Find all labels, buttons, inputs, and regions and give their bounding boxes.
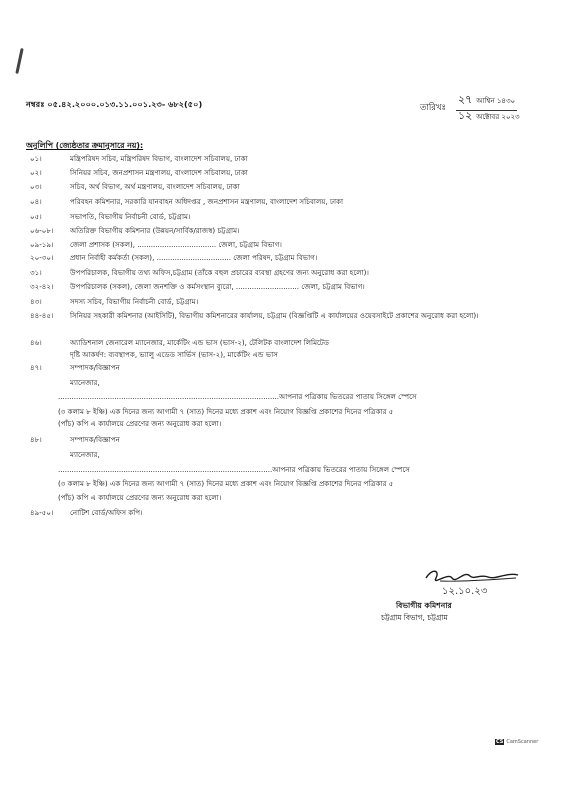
list-item-text: (পাঁচ) কপি এ কার্যালয়ে প্রেরণের জন্য অনুরোধ করা হলো। bbox=[58, 419, 222, 428]
list-item-number: ২০-৩০। bbox=[30, 253, 54, 262]
english-day: ১২ bbox=[458, 109, 473, 122]
list-item-number: ৪৮। bbox=[30, 435, 42, 444]
copy-heading: অনুলিপি (জ্যেষ্ঠতার ক্রমানুসারে নয়): bbox=[26, 141, 144, 150]
list-item-number: ৪৬। bbox=[30, 338, 42, 347]
list-item-number: ৩২-৪২। bbox=[30, 282, 54, 291]
list-item-text: সিনিয়র সহকারী কমিশনার (আইসিটি), বিভাগীয় কমিশনারের কার্যালয়, চট্টগ্রাম (বিজ্ঞপ্তিটি এ কার্যালয়ের ওয়েবসাইটে প্রকাশের অনুরোধ করা হলো)। bbox=[70, 311, 479, 320]
list-item-text: দৃষ্টি আকর্ষণ: ব্যবস্থাপক, ভ্যালু এডেড সার্ভিস (ভাস-২), মার্কেটিং এন্ড ভাস bbox=[70, 350, 278, 359]
bangla-month-year: আশ্বিন ১৪৩০ bbox=[476, 97, 516, 105]
list-item-number: ০৫। bbox=[30, 212, 42, 221]
signatory-office: চট্টগ্রাম বিভাগ, চট্টগ্রাম bbox=[381, 613, 448, 622]
list-item-text: অ্যাডিশনাল জেনারেল ম্যানেজার, মার্কেটিং এন্ড ভাস (ভাস-২), টেলিটক বাংলাদেশ লিমিটেড bbox=[70, 338, 329, 347]
list-item-number: ০৩। bbox=[30, 182, 42, 191]
english-date bbox=[456, 107, 522, 126]
list-item-number: ০৬-০৮। bbox=[30, 226, 54, 235]
list-item-number: ০২। bbox=[30, 168, 42, 177]
list-item-number: ৪৯-৫০। bbox=[30, 508, 54, 517]
signatory-title: বিভাগীয় কমিশনার bbox=[396, 601, 452, 610]
list-item-text: সদস্য সচিব, বিভাগীয় নির্বাচনী বোর্ড, চট্টগ্রাম। bbox=[70, 297, 199, 306]
list-item-text: ..................................................................................................আপনার পত্রিকায় ভিতরের পাতায় সিঙ্গেল স্পেসে bbox=[58, 392, 417, 401]
memo-number: নম্বরঃ ০৫.৪২.২০০০.০১৩.১১.০০১.২৩- ৬৮২(৫০) bbox=[26, 99, 203, 109]
signature-date: ১২.১০.২৩ bbox=[442, 586, 488, 596]
list-item-text: ম্যানেজার, bbox=[70, 378, 100, 387]
list-item-text: (পাঁচ) কপি এ কার্যালয়ে প্রেরণের জন্য অনুরোধ করা হলো। bbox=[58, 493, 222, 502]
camscanner-watermark bbox=[495, 739, 538, 745]
date-label: তারিখঃ bbox=[420, 103, 447, 113]
list-item-text: উপপরিচালক (সকল), জেলা জনশক্তি ও কর্মসংস্থান ব্যুরো, ............................ জেলা, চট্টগ্রাম বিভাগ। bbox=[70, 282, 365, 291]
list-item-text: উপপরিচালক, বিভাগীয় তথ্য অফিস,চট্টগ্রাম (তাঁকে বহুল প্রচারের ব্যবস্থা গ্রহণের জন্য অনুরোধ করা হলো)। bbox=[70, 268, 369, 277]
list-item-text: (৩ কলাম ৮ ইঞ্চি) এক দিনের জন্য আগামী ৭ (সাত) দিনের মধ্যে প্রকাশ এবং নিয়োগ বিজ্ঞপ্তি প্রকাশের দিনের পত্রিকার ৫ bbox=[58, 407, 394, 416]
english-month-year: অক্টোবর ২০২৩ bbox=[476, 113, 520, 121]
list-item-text: জেলা প্রশাসক (সকল), ................................... জেলা, চট্টগ্রাম বিভাগ। bbox=[70, 240, 282, 249]
list-item-text: অতিরিক্ত বিভাগীয় কমিশনার (উন্নয়ন/সার্বিক/রাজস্ব) চট্টগ্রাম। bbox=[70, 226, 240, 235]
list-item-text: প্রধান নির্বাহী কর্মকর্তা (সকল), ................................. জেলা পরিষদ, চট্টগ্রাম বিভাগ। bbox=[70, 253, 318, 262]
list-item-number: ০৪। bbox=[30, 197, 42, 206]
list-item-text: সভাপতি, বিভাগীয় নির্বাচনী বোর্ড, চট্টগ্রাম। bbox=[70, 212, 191, 221]
list-item-text: সম্পাদক/বিজ্ঞাপন bbox=[70, 435, 120, 444]
list-item-text: নোটিশ বোর্ড/অফিস কপি। bbox=[70, 508, 143, 517]
list-item-text: ম্যানেজার, bbox=[70, 450, 100, 459]
list-item-text: মন্ত্রিপরিষদ সচিব, মন্ত্রিপরিষদ বিভাগ, বাংলাদেশ সচিবালয়, ঢাকা bbox=[70, 154, 248, 163]
margin-pen-mark bbox=[15, 48, 23, 74]
list-item-number: ৪৩। bbox=[30, 297, 42, 306]
list-item-text: (৩ কলাম ৮ ইঞ্চি) এক দিনের জন্য আগামী ৭ (সাত) দিনের মধ্যে প্রকাশ এবং নিয়োগ বিজ্ঞপ্তি প্রকাশের দিনের পত্রিকার ৫ bbox=[58, 479, 394, 488]
cs-logo-icon: CS bbox=[496, 739, 504, 745]
list-item-number: ৪৭। bbox=[30, 363, 42, 372]
list-item-number: ০৯-১৯। bbox=[30, 240, 54, 249]
camscanner-text: CamScanner bbox=[506, 739, 539, 745]
list-item-text: ...............................................................................................আপনার পত্রিকায় ভিতরের পাতায় সিঙ্গেল স্পেসে bbox=[58, 465, 410, 474]
list-item-text: সম্পাদক/বিজ্ঞাপন bbox=[70, 363, 120, 372]
list-item-number: ৪৪-৪৫। bbox=[30, 311, 54, 320]
list-item-number: ০১। bbox=[30, 154, 42, 163]
bangla-day: ২৭ bbox=[458, 93, 473, 106]
signature-image bbox=[418, 566, 528, 596]
list-item-number: ৩১। bbox=[30, 268, 42, 277]
list-item-text: পরিবহন কমিশনার, সরকারি যানবাহন অধিদপ্তর , জনপ্রশাসন মন্ত্রণালয়, বাংলাদেশ সচিবালয়, ঢাকা bbox=[70, 197, 344, 206]
list-item-text: সচিব, অর্থ বিভাগ, অর্থ মন্ত্রণালয়, বাংলাদেশ সচিবালয়, ঢাকা bbox=[70, 182, 240, 191]
list-item-text: সিনিয়র সচিব, জনপ্রশাসন মন্ত্রণালয়, বাংলাদেশ সচিবালয়, ঢাকা bbox=[70, 168, 248, 177]
